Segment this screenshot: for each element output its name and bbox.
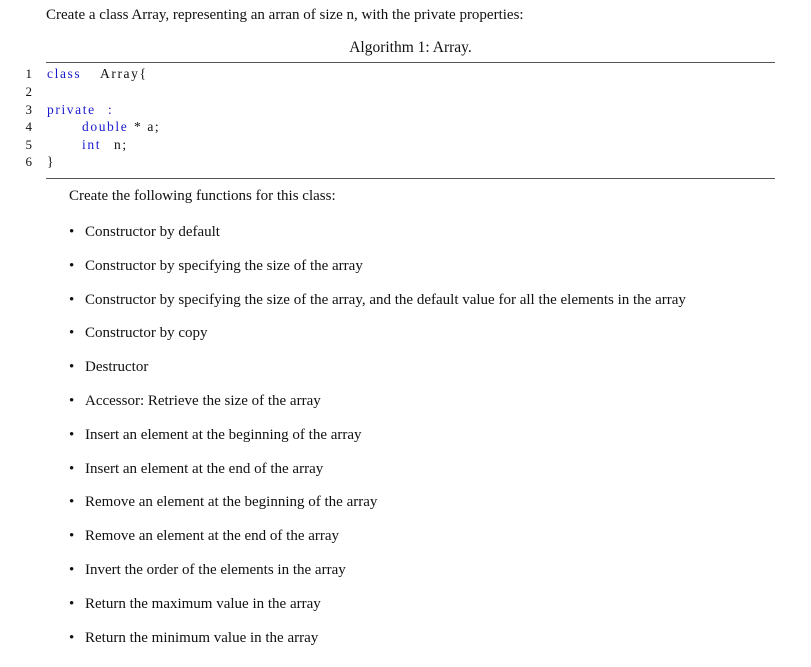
list-item-text: Constructor by specifying the size of the array, and the default value for all the elements in the array	[85, 291, 686, 308]
code-top-rule	[46, 62, 775, 63]
bullet-icon: •	[69, 325, 75, 342]
line-number: 6	[25, 154, 32, 169]
bullet-icon: •	[69, 629, 75, 646]
list-item-text: Constructor by default	[85, 224, 220, 240]
line-number: 4	[25, 119, 32, 134]
code-text: n;	[114, 137, 128, 152]
code-keyword: double	[82, 119, 129, 134]
list-item	[69, 357, 686, 391]
list-item	[69, 628, 686, 662]
list-item	[69, 594, 686, 628]
code-keyword: private	[47, 102, 96, 117]
functions-intro: Create the following functions for this class:	[69, 188, 336, 204]
bullet-icon: •	[69, 392, 75, 409]
list-item	[69, 391, 686, 425]
bullet-icon: •	[69, 494, 75, 511]
bullet-icon: •	[69, 426, 75, 443]
list-item-text: Accessor: Retrieve the size of the array	[85, 392, 321, 409]
bullet-icon: •	[69, 528, 75, 545]
code-keyword: class	[47, 66, 82, 81]
list-item-text: Return the minimum value in the array	[85, 629, 319, 646]
list-item-text: Return the maximum value in the array	[85, 595, 321, 612]
list-item-text: Remove an element at the end of the array	[85, 528, 340, 545]
intro-text: Create a class Array, representing an arran of size n, with the private properties:	[46, 7, 524, 23]
line-number: 5	[25, 137, 32, 152]
list-item-text: Insert an element at the beginning of the array	[85, 426, 362, 443]
code-text: }	[47, 154, 56, 169]
list-item-text: Constructor by specifying the size of the array	[85, 257, 363, 274]
list-item	[69, 526, 686, 560]
bullet-icon: •	[69, 595, 75, 612]
bullet-icon: •	[69, 291, 75, 308]
line-number: 2	[25, 84, 32, 99]
line-number: 3	[25, 102, 32, 117]
list-item	[69, 560, 686, 594]
functions-list	[69, 222, 686, 661]
line-number: 1	[25, 66, 32, 81]
bullet-icon: •	[69, 257, 75, 274]
bullet-icon: •	[69, 224, 75, 240]
code-text: :	[108, 102, 114, 117]
list-item	[69, 425, 686, 459]
algorithm-caption: Algorithm 1: Array.	[349, 39, 472, 56]
list-item-text: Destructor	[85, 359, 149, 376]
list-item-text: Remove an element at the beginning of the array	[85, 494, 378, 511]
list-item-text: Invert the order of the elements in the array	[85, 561, 346, 578]
bullet-icon: •	[69, 359, 75, 376]
list-item	[69, 492, 686, 526]
bullet-icon: •	[69, 460, 75, 477]
code-text: Array{	[100, 66, 148, 81]
code-keyword: int	[82, 137, 102, 152]
list-item-text: Constructor by copy	[85, 325, 208, 342]
code-bottom-rule	[46, 178, 775, 179]
list-item	[69, 323, 686, 357]
list-item-text: Insert an element at the end of the array	[85, 460, 324, 477]
list-item	[69, 290, 686, 324]
list-item	[69, 222, 686, 256]
bullet-icon: •	[69, 561, 75, 578]
code-text: * a;	[134, 119, 161, 134]
list-item	[69, 459, 686, 493]
list-item	[69, 256, 686, 290]
